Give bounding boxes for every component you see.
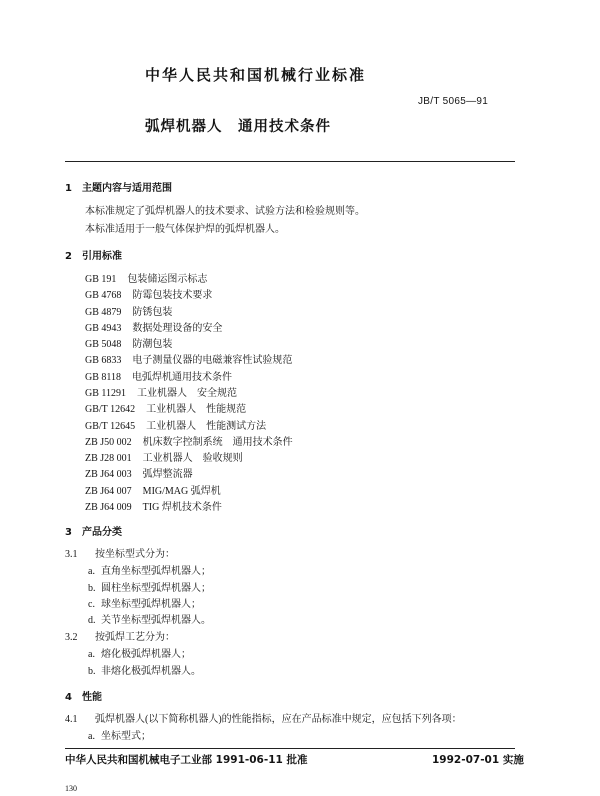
standard-number: JB/T 5065—91 xyxy=(418,96,489,107)
reference-title: 防霉包装技术要求 xyxy=(132,290,213,301)
clause-text: 按弧焊工艺分为： xyxy=(95,632,175,643)
reference-code: GB 191 xyxy=(85,274,117,285)
section-number: 3 xyxy=(65,527,72,538)
reference-code: GB 4879 xyxy=(85,307,122,318)
reference-code: GB 8118 xyxy=(85,372,122,383)
clause-text: 按坐标型式分为： xyxy=(95,549,175,560)
list-item xyxy=(88,566,211,578)
item-label: b. xyxy=(88,583,96,594)
clause-number: 4.1 xyxy=(65,714,78,725)
section-title: 性能 xyxy=(82,692,102,703)
approval-statement: 中华人民共和国机械电子工业部 1991-06-11 批准 xyxy=(65,754,308,766)
item-text: 球坐标型弧焊机器人； xyxy=(101,599,201,610)
section-number: 2 xyxy=(65,251,72,262)
reference-item xyxy=(85,437,293,449)
reference-item xyxy=(85,274,207,286)
reference-title: 工业机器人 安全规范 xyxy=(137,388,238,399)
section-heading-4 xyxy=(65,692,102,704)
clause-number: 3.1 xyxy=(65,549,78,560)
reference-title: 机床数字控制系统 通用技术条件 xyxy=(142,437,293,448)
reference-code: GB 6833 xyxy=(85,355,122,366)
reference-title: 数据处理设备的安全 xyxy=(132,323,223,334)
item-text: 非熔化极弧焊机器人。 xyxy=(101,666,201,677)
reference-code: GB 5048 xyxy=(85,339,122,350)
section-title: 产品分类 xyxy=(82,527,122,538)
effective-date: 1992-07-01 实施 xyxy=(432,754,524,766)
list-item xyxy=(88,615,211,627)
reference-title: 弧焊整流器 xyxy=(142,469,193,480)
reference-title: TIG 焊机技术条件 xyxy=(142,502,222,513)
reference-code: GB 11291 xyxy=(85,388,127,399)
footer-divider xyxy=(65,748,515,749)
list-item xyxy=(88,731,151,743)
reference-code: GB 4943 xyxy=(85,323,122,334)
clause-number: 3.2 xyxy=(65,632,78,643)
reference-item xyxy=(85,307,172,319)
list-item xyxy=(88,666,201,678)
reference-item xyxy=(85,372,232,384)
list-item xyxy=(88,583,211,595)
reference-item xyxy=(85,469,193,481)
clause xyxy=(65,549,175,561)
item-text: 直角坐标型弧焊机器人； xyxy=(101,566,211,577)
list-item xyxy=(88,599,201,611)
item-text: 关节坐标型弧焊机器人。 xyxy=(101,615,211,626)
reference-title: 包装储运图示标志 xyxy=(127,274,208,285)
reference-code: GB/T 12645 xyxy=(85,421,136,432)
reference-item xyxy=(85,421,266,433)
section-number: 4 xyxy=(65,692,72,703)
item-label: a. xyxy=(88,731,95,742)
item-label: a. xyxy=(88,649,95,660)
reference-title: 防潮包装 xyxy=(132,339,173,350)
reference-item xyxy=(85,404,246,416)
section-number: 1 xyxy=(65,183,72,194)
reference-title: MIG/MAG 弧焊机 xyxy=(142,486,221,497)
reference-code: ZB J50 002 xyxy=(85,437,132,448)
reference-title: 电弧焊机通用技术条件 xyxy=(132,372,233,383)
item-label: a. xyxy=(88,566,95,577)
paragraph: 本标准适用于一般气体保护焊的弧焊机器人。 xyxy=(85,224,285,235)
reference-code: ZB J64 007 xyxy=(85,486,132,497)
reference-item xyxy=(85,388,237,400)
clause xyxy=(65,714,462,726)
section-heading-2 xyxy=(65,251,122,263)
reference-code: ZB J64 003 xyxy=(85,469,132,480)
reference-title: 工业机器人 性能测试方法 xyxy=(146,421,267,432)
reference-code: GB 4768 xyxy=(85,290,122,301)
reference-item xyxy=(85,355,292,367)
reference-title: 电子测量仪器的电磁兼容性试验规范 xyxy=(132,355,293,366)
issuing-body-title: 中华人民共和国机械行业标准 xyxy=(145,66,367,84)
list-item xyxy=(88,649,191,661)
paragraph: 本标准规定了弧焊机器人的技术要求、试验方法和检验规则等。 xyxy=(85,206,365,217)
reference-code: ZB J64 009 xyxy=(85,502,132,513)
reference-item xyxy=(85,339,172,351)
item-label: b. xyxy=(88,666,96,677)
section-title: 引用标准 xyxy=(82,251,122,262)
item-label: c. xyxy=(88,599,95,610)
reference-item xyxy=(85,323,222,335)
reference-title: 工业机器人 验收规则 xyxy=(142,453,243,464)
item-text: 坐标型式； xyxy=(101,731,151,742)
header-divider xyxy=(65,161,515,162)
reference-code: GB/T 12642 xyxy=(85,404,136,415)
reference-item xyxy=(85,453,243,465)
reference-item xyxy=(85,486,221,498)
clause-text: 弧焊机器人(以下简称机器人)的性能指标，应在产品标准中规定，应包括下列各项： xyxy=(95,714,462,725)
item-label: d. xyxy=(88,615,96,626)
clause xyxy=(65,632,175,644)
document-title: 弧焊机器人 通用技术条件 xyxy=(145,119,331,135)
page-number: 130 xyxy=(65,784,77,793)
section-heading-1 xyxy=(65,183,172,195)
item-text: 熔化极弧焊机器人； xyxy=(101,649,191,660)
reference-item xyxy=(85,502,222,514)
section-heading-3 xyxy=(65,527,122,539)
reference-code: ZB J28 001 xyxy=(85,453,132,464)
reference-item xyxy=(85,290,212,302)
reference-title: 防锈包装 xyxy=(132,307,173,318)
reference-title: 工业机器人 性能规范 xyxy=(146,404,247,415)
section-title: 主题内容与适用范围 xyxy=(82,183,172,194)
item-text: 圆柱坐标型弧焊机器人； xyxy=(101,583,211,594)
